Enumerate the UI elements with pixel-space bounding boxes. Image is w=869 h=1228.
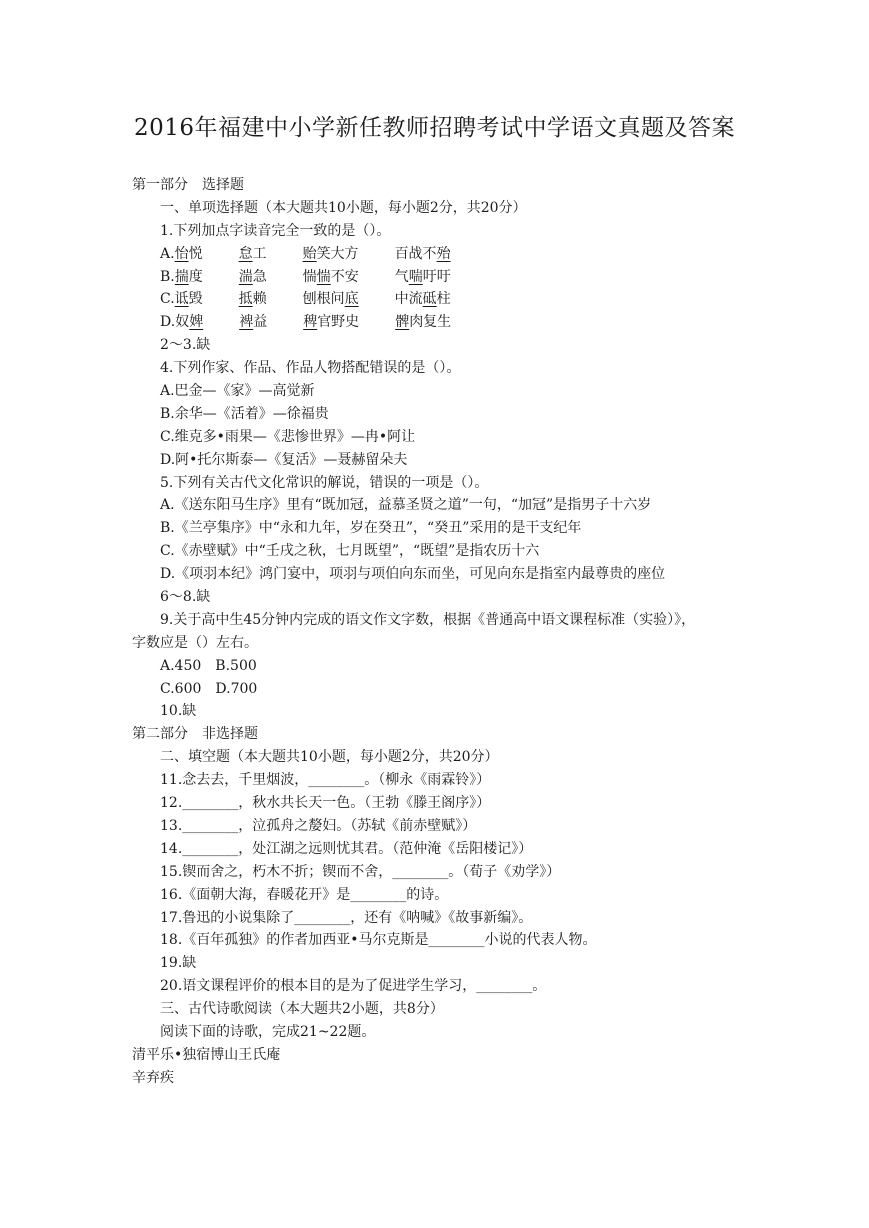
question-5-option-d: D.《项羽本纪》鸿门宴中，项羽与项伯向东而坐，可见向东是指室内最尊贵的座位 — [160, 566, 666, 583]
marked-char: 抵 — [238, 291, 253, 308]
marked-char: 裨 — [239, 314, 254, 331]
document-body — [132, 174, 732, 1090]
marked-char: 怠 — [238, 245, 253, 262]
word-rest: 奴 — [175, 314, 190, 331]
question-6-8-missing: 6～8.缺 — [160, 589, 211, 606]
question-4-option-d: D.阿•托尔斯泰—《复活》—聂赫留朵夫 — [160, 451, 408, 468]
marked-char: 诋 — [174, 291, 189, 308]
word-rest: 工 — [252, 245, 267, 262]
question-4-option-a: A.巴金—《家》—高觉新 — [160, 383, 315, 400]
marked-char: 怡 — [174, 245, 189, 262]
question-9-options-ab — [132, 655, 732, 678]
question-5-stem: 5.下列有关古代文化常识的解说，错误的一项是（）。 — [160, 474, 489, 491]
question-9-option-b: B.500 — [215, 657, 257, 674]
word-rest: 度 — [188, 268, 203, 285]
part1-heading: 第一部分 选择题 — [132, 177, 244, 193]
question-5-option-a: A.《送东阳马生序》里有“既加冠，益慕圣贤之道”一句，“加冠”是指男子十六岁 — [160, 497, 652, 514]
question-5-option-c: C.《赤壁赋》中“壬戌之秋，七月既望”，“既望”是指农历十六 — [160, 543, 540, 560]
question-2-3-missing: 2～3.缺 — [160, 337, 211, 354]
option-label: C. — [160, 291, 175, 308]
section3-heading: 三、古代诗歌阅读（本大题共2小题，共8分） — [160, 1001, 444, 1018]
question-1-option-a — [132, 243, 732, 266]
option-label: A. — [160, 245, 175, 262]
word-rest: 益 — [253, 314, 268, 331]
word-rest: 中流 — [394, 291, 423, 308]
question-1-option-c — [132, 288, 732, 311]
question-14: 14.________，处江湖之远则忧其君。（范仲淹《岳阳楼记》） — [160, 840, 533, 857]
question-9-option-a: A.450 — [160, 657, 202, 674]
word-rest: 官野史 — [317, 314, 360, 331]
reading-instruction: 阅读下面的诗歌，完成21~22题。 — [160, 1023, 376, 1040]
word-rest: 不安 — [330, 268, 359, 285]
option-label: D. — [160, 314, 176, 331]
word-rest: 吁吁 — [422, 268, 451, 285]
question-1-stem: 1.下列加点字读音完全一致的是（）。 — [160, 222, 391, 239]
word-rest: 百战不 — [394, 245, 437, 262]
marked-char: 揣 — [174, 268, 189, 285]
question-4-option-b: B.余华—《活着》—徐福贵 — [160, 405, 329, 422]
question-20: 20.语文课程评价的根本目的是为了促进学生学习，________。 — [160, 978, 547, 995]
word-rest: 悦 — [188, 245, 203, 262]
marked-char: 贻 — [302, 245, 317, 262]
marked-char: 喘 — [408, 268, 423, 285]
word-rest: 毁 — [188, 291, 203, 308]
marked-char: 稗 — [303, 314, 318, 331]
marked-char: 底 — [344, 291, 359, 308]
question-15: 15.锲而舍之，朽木不折；锲而不舍，________。（荀子《劝学》） — [160, 863, 561, 880]
part2-heading: 第二部分 非选择题 — [132, 726, 258, 743]
marked-char: 婢 — [189, 314, 204, 331]
word-rest: 柱 — [436, 291, 451, 308]
question-17: 17.鲁迅的小说集除了________，还有《呐喊》《故事新编》。 — [160, 909, 533, 926]
question-1-option-d — [132, 311, 732, 334]
marked-char: 惴 — [316, 268, 331, 285]
word-rest: 气 — [394, 268, 409, 285]
question-10-missing: 10.缺 — [160, 703, 197, 720]
question-4-stem: 4.下列作家、作品、作品人物搭配错误的是（）。 — [160, 360, 461, 377]
marked-char: 砥 — [422, 291, 437, 308]
question-9-stem-line2: 字数应是（）左右。 — [132, 634, 258, 651]
option-label: B. — [160, 268, 175, 285]
question-18: 18.《百年孤独》的作者加西亚•马尔克斯是________小说的代表人物。 — [160, 932, 597, 949]
question-11: 11.念去去，千里烟波，________。（柳永《雨霖铃》） — [160, 772, 491, 789]
question-9-stem-line1: 9.关于高中生45分钟内完成的语文作文字数，根据《普通高中语文课程标准（实验）》， — [160, 611, 696, 628]
marked-char: 殆 — [436, 245, 451, 262]
question-12: 12.________，秋水共长天一色。（王勃《滕王阁序》） — [160, 795, 491, 812]
poem-title: 清平乐•独宿博山王氏庵 — [132, 1046, 281, 1063]
word-rest: 惴 — [302, 268, 317, 285]
section1-heading: 一、单项选择题（本大题共10小题，每小题2分，共20分） — [160, 199, 527, 216]
question-5-option-b: B.《兰亭集序》中“永和九年，岁在癸丑”，“癸丑”采用的是干支纪年 — [160, 520, 582, 537]
question-1-option-b — [132, 266, 732, 289]
section2-heading: 二、填空题（本大题共10小题，每小题2分，共20分） — [160, 749, 499, 766]
word-rest: 赖 — [252, 291, 267, 308]
question-9-options-cd — [132, 678, 732, 701]
question-13: 13.________，泣孤舟之嫠妇。（苏轼《前赤壁赋》） — [160, 817, 477, 834]
question-4-option-c: C.维克多•雨果—《悲惨世界》—冉•阿让 — [160, 428, 416, 445]
question-19-missing: 19.缺 — [160, 955, 197, 972]
word-rest: 刨根问 — [302, 291, 345, 308]
marked-char: 髀 — [395, 314, 410, 331]
word-rest: 笑大方 — [316, 245, 359, 262]
poem-author: 辛弃疾 — [132, 1069, 174, 1086]
word-rest: 急 — [252, 268, 267, 285]
question-9-option-c: C.600 — [160, 680, 202, 697]
question-16: 16.《面朝大海，春暖花开》是________的诗。 — [160, 886, 449, 903]
document-title: 2016年福建中小学新任教师招聘考试中学语文真题及答案 — [133, 115, 736, 141]
question-9-option-d: D.700 — [215, 680, 258, 697]
word-rest: 肉复生 — [409, 314, 452, 331]
marked-char: 湍 — [238, 268, 253, 285]
